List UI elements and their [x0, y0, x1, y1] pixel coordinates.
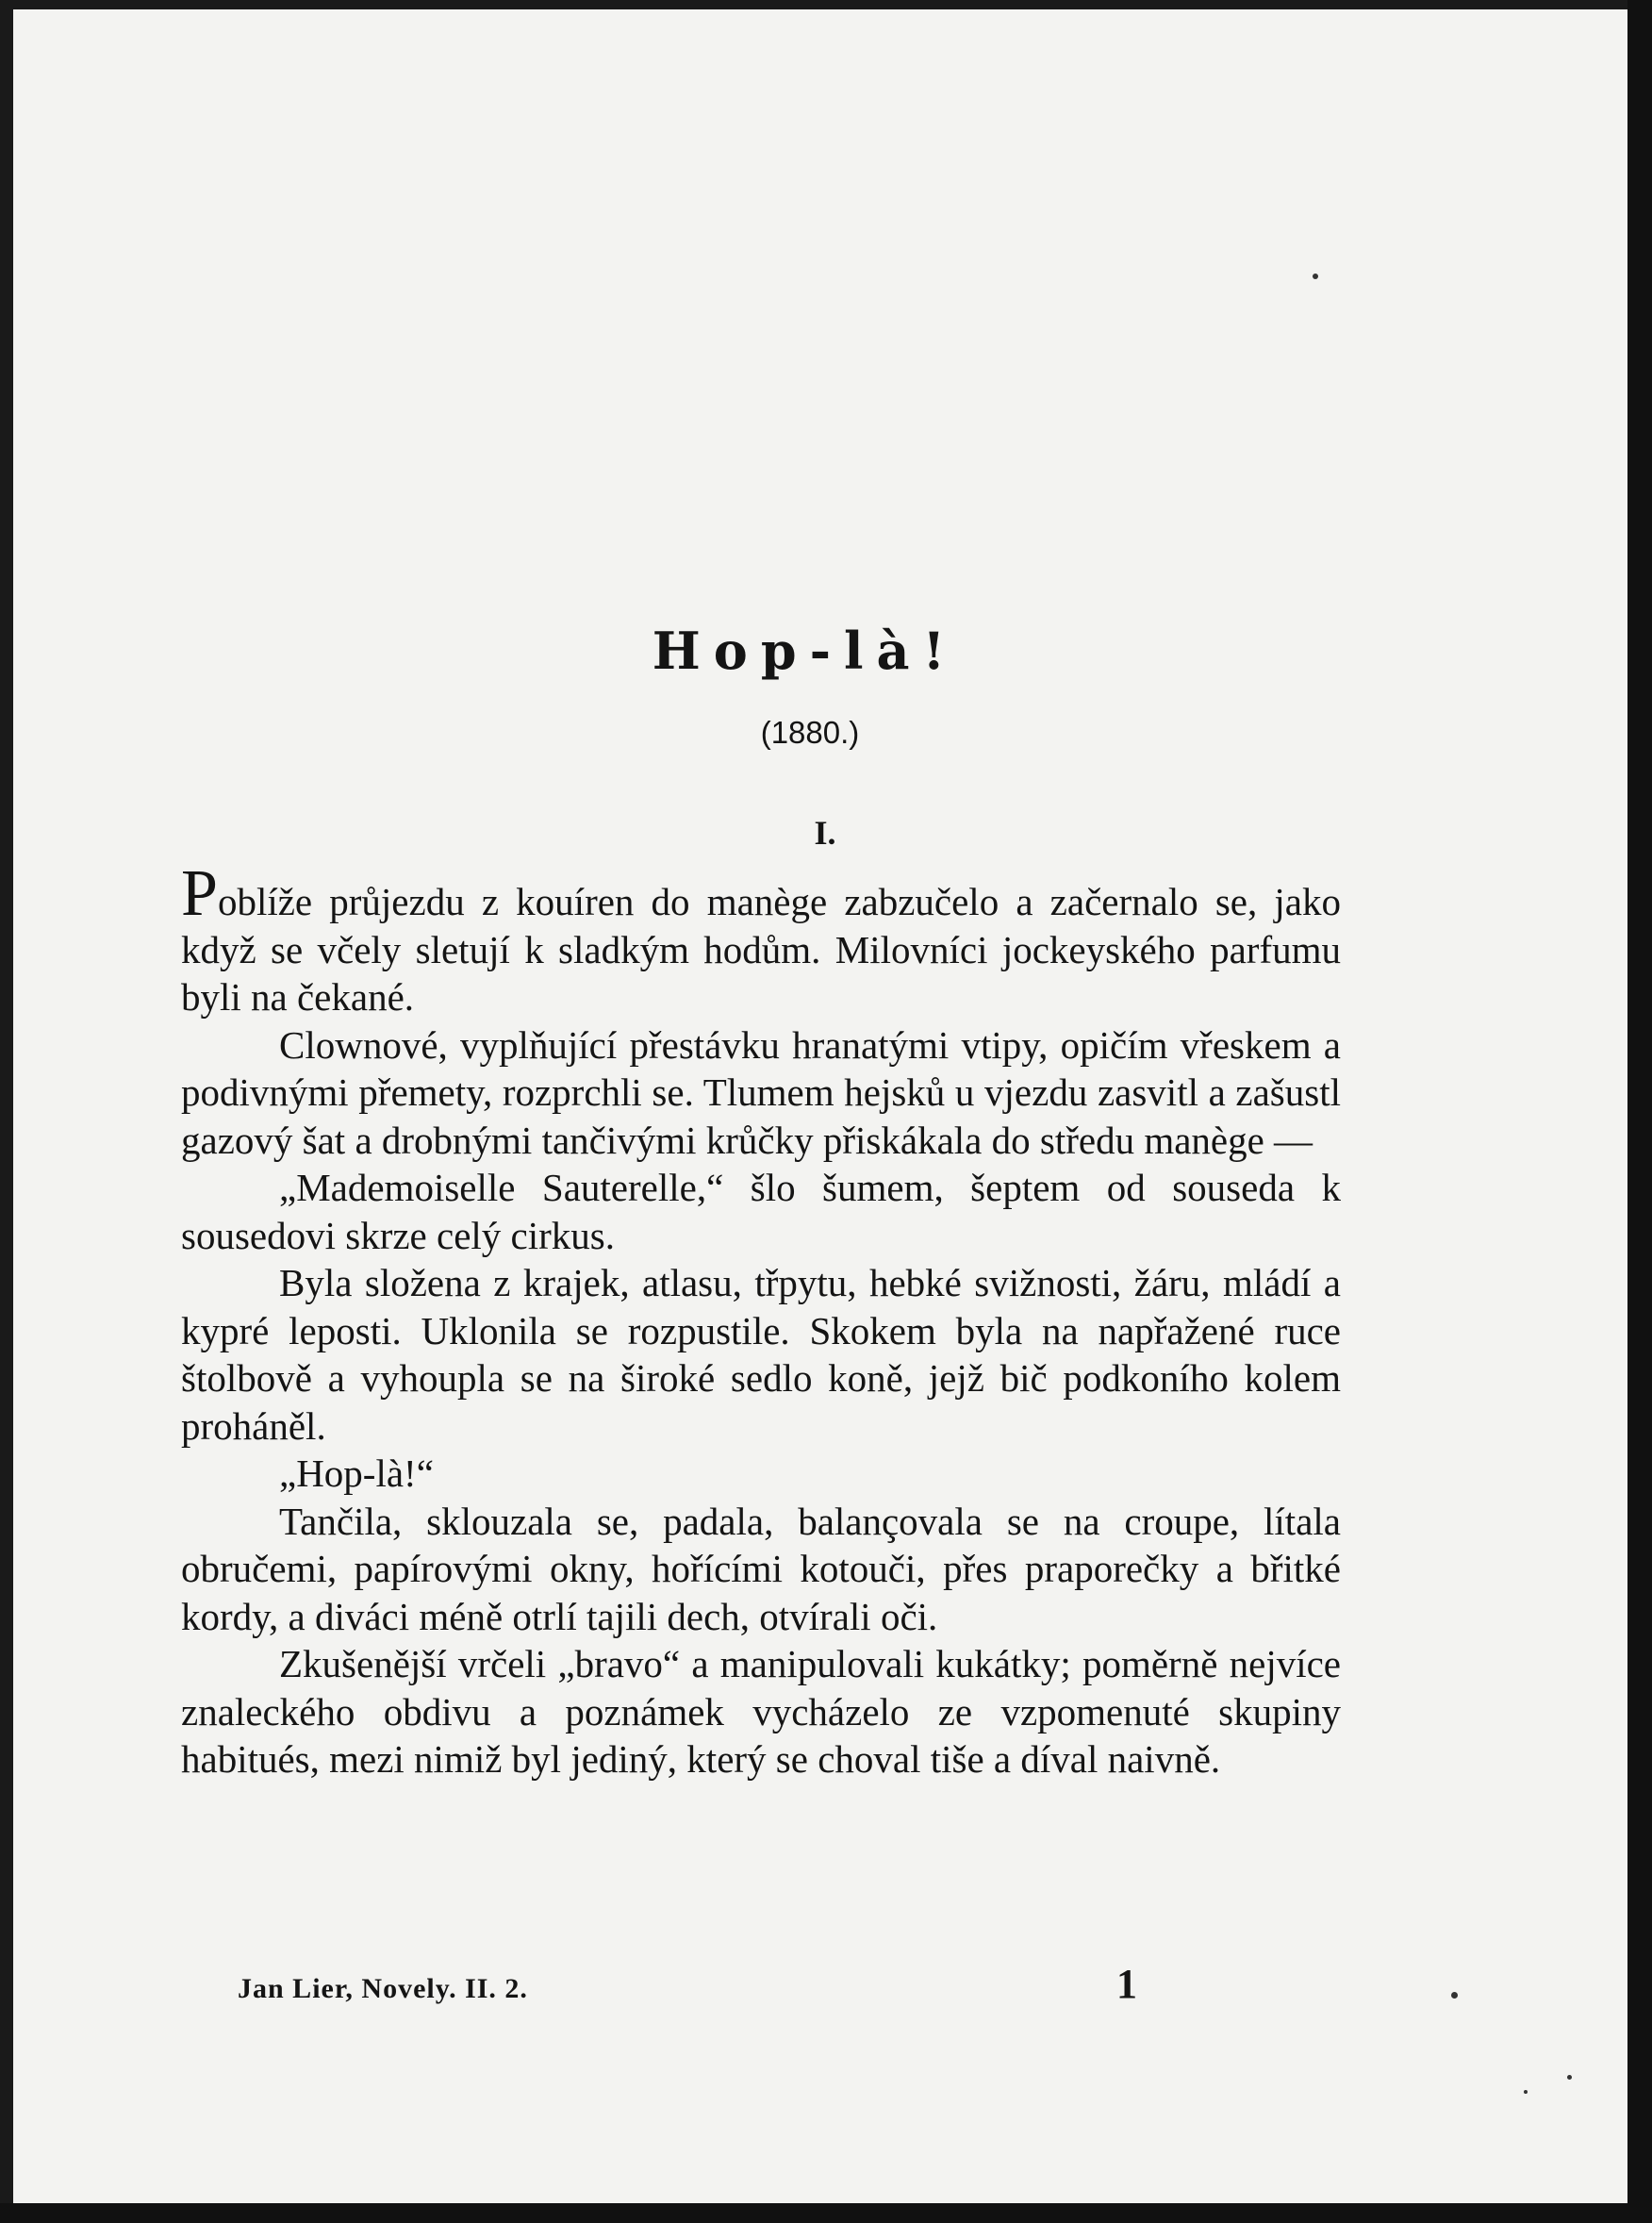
- story-year: (1880.): [760, 715, 860, 750]
- printer-signature: Jan Lier, Novely. II. 2.: [238, 1973, 528, 2004]
- drop-cap: P: [181, 857, 218, 930]
- scan-edge: [0, 2203, 1652, 2223]
- scan-speck: [1451, 1992, 1458, 1999]
- paragraph: „Mademoiselle Sauterelle,“ šlo šumem, šeptem od souseda k sousedovi skrze celý cirkus.: [181, 1166, 1341, 1257]
- scan-speck: [1524, 2090, 1528, 2094]
- scan-edge: [1627, 0, 1652, 2223]
- paragraph: Byla složena z krajek, atlasu, třpytu, hebké svižnosti, žáru, mládí a kypré leposti. Uklonila se rozpustile. Skokem byla na napřažené ruce štolbově a vyhoupla se na široké sedlo koně, jejž bič podkoního kolem proháněl.: [181, 1261, 1341, 1448]
- chapter-number: I.: [814, 814, 836, 852]
- book-page: [13, 9, 1627, 2203]
- paragraph-text: oblíže průjezdu z kouíren do manège zabzučelo a začernalo se, jako když se včely sletují k sladkým hodům. Milovníci jockeyského parfumu byli na čekané.: [181, 880, 1341, 1019]
- page-number: 1: [1116, 1961, 1137, 2007]
- body-text: [181, 857, 1341, 1783]
- paragraph: Zkušenější vrčeli „bravo“ a manipulovali kukátky; poměrně nejvíce znaleckého obdivu a poznámek vycházelo ze vzpomenuté skupiny habitués, mezi nimiž byl jediný, který se choval tiše a díval naivně.: [181, 1642, 1341, 1781]
- paragraph: Clownové, vyplňující přestávku hranatými vtipy, opičím vřeskem a podivnými přemety, rozprchli se. Tlumem hejsků u vjezdu zasvitl a zašustl gazový šat a drobnými tančivými krůčky přiskákala do středu manège —: [181, 1022, 1341, 1162]
- paragraph: Tančila, sklouzala se, padala, balançovala se na croupe, lítala obručemi, papírovými okny, hořícími kotouči, přes praporečky a břitké kordy, a diváci méně otrlí tajili dech, otvírali oči.: [181, 1499, 1341, 1638]
- scan-speck: [1567, 2075, 1572, 2080]
- scan-speck: [1313, 274, 1318, 279]
- paragraph: [181, 857, 1341, 1021]
- paragraph: „Hop-là!“: [279, 1452, 434, 1495]
- story-title: Hop-là!: [652, 621, 959, 681]
